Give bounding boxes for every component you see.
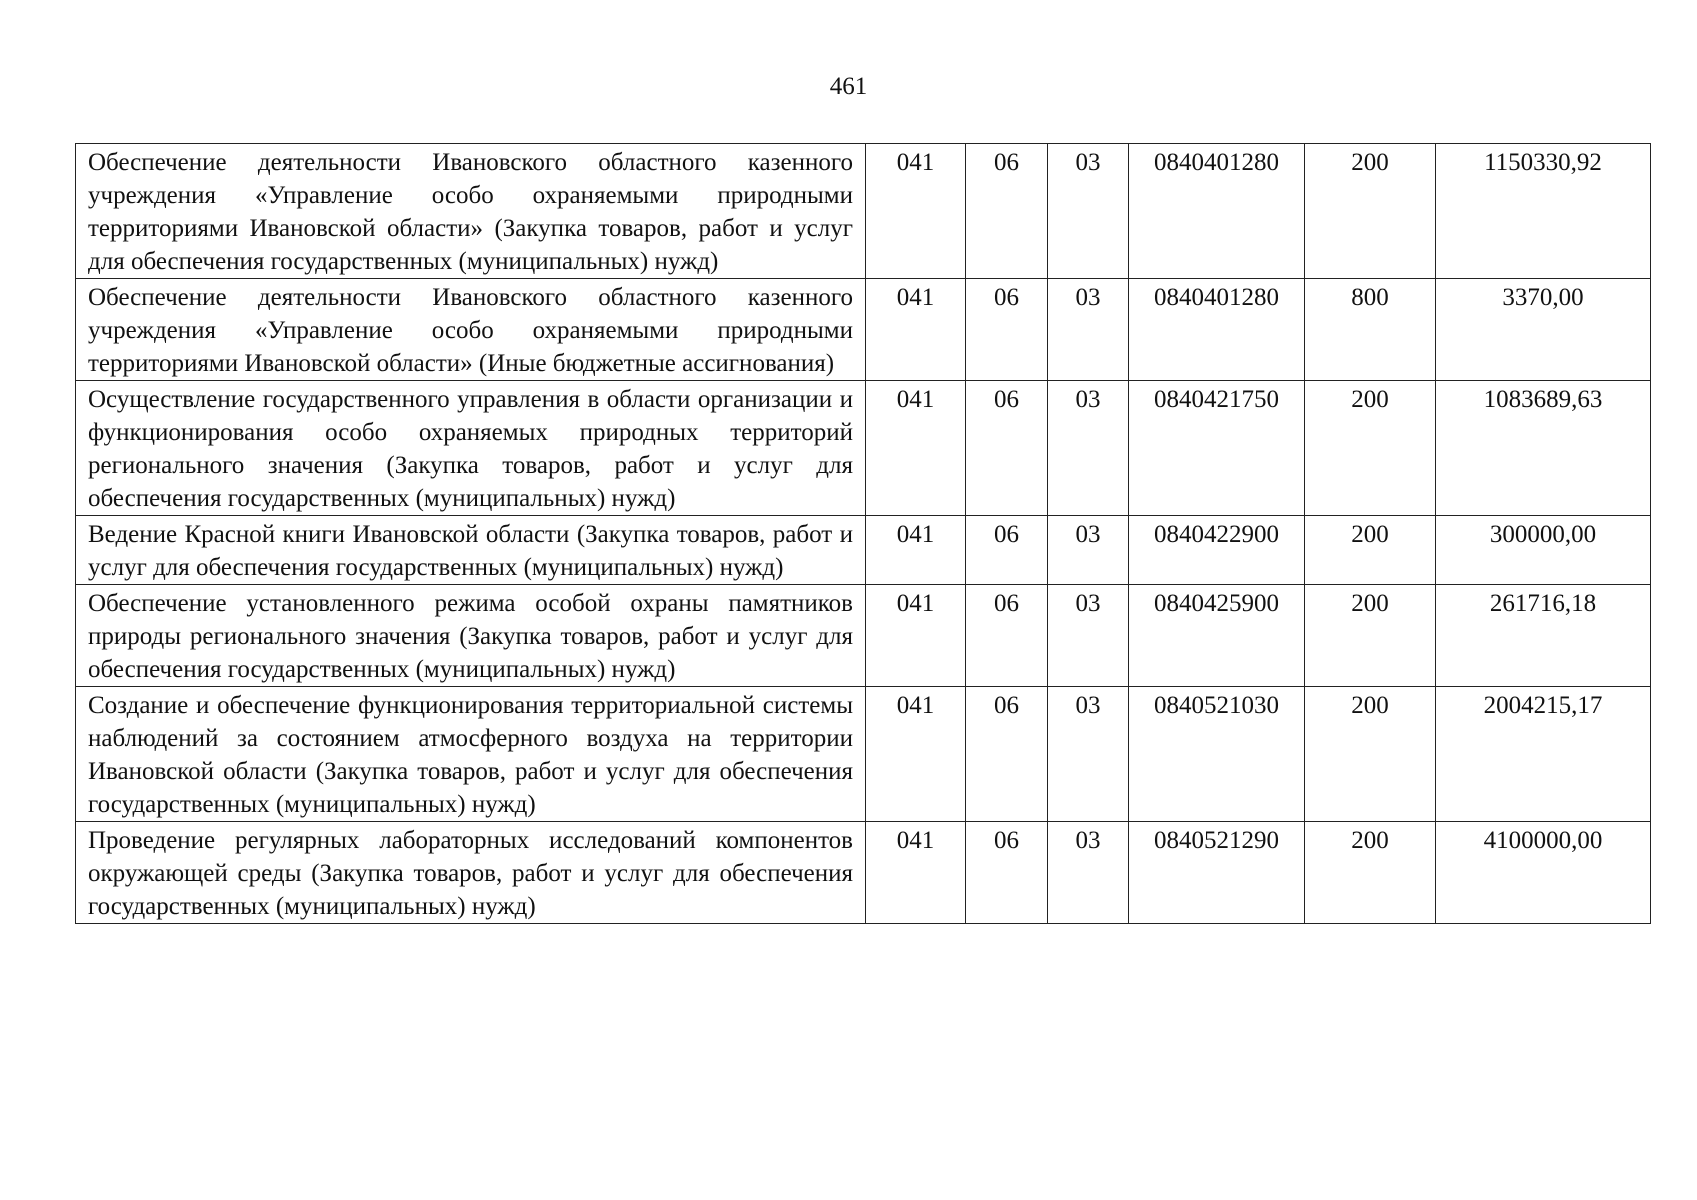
amount: 261716,18	[1436, 585, 1651, 687]
subsection-code: 03	[1048, 381, 1129, 516]
row-description: Обеспечение деятельности Ивановского областного казенного учреждения «Управление особо охраняемыми природными территориями Ивановской области» (Закупка товаров, работ и услуг для обеспечения государственных (муниципальных) нужд)	[76, 144, 866, 279]
ministry-code: 041	[866, 144, 966, 279]
ministry-code: 041	[866, 822, 966, 924]
amount: 300000,00	[1436, 516, 1651, 585]
expense-type-code: 200	[1305, 822, 1436, 924]
expense-type-code: 200	[1305, 381, 1436, 516]
subsection-code: 03	[1048, 585, 1129, 687]
ministry-code: 041	[866, 279, 966, 381]
table-row	[76, 822, 1651, 924]
ministry-code: 041	[866, 585, 966, 687]
target-article-code: 0840421750	[1129, 381, 1305, 516]
section-code: 06	[966, 144, 1048, 279]
amount: 1083689,63	[1436, 381, 1651, 516]
table-row	[76, 585, 1651, 687]
section-code: 06	[966, 585, 1048, 687]
target-article-code: 0840521030	[1129, 687, 1305, 822]
row-description: Обеспечение установленного режима особой охраны памятников природы регионального значения (Закупка товаров, работ и услуг для обеспечения государственных (муниципальных) нужд)	[76, 585, 866, 687]
expense-type-code: 200	[1305, 585, 1436, 687]
table-row	[76, 381, 1651, 516]
page-number: 461	[829, 73, 868, 100]
amount: 3370,00	[1436, 279, 1651, 381]
target-article-code: 0840401280	[1129, 279, 1305, 381]
amount: 4100000,00	[1436, 822, 1651, 924]
row-description: Обеспечение деятельности Ивановского областного казенного учреждения «Управление особо охраняемыми природными территориями Ивановской области» (Иные бюджетные ассигнования)	[76, 279, 866, 381]
target-article-code: 0840521290	[1129, 822, 1305, 924]
table-row	[76, 144, 1651, 279]
row-description: Проведение регулярных лабораторных исследований компонентов окружающей среды (Закупка товаров, работ и услуг для обеспечения государственных (муниципальных) нужд)	[76, 822, 866, 924]
subsection-code: 03	[1048, 144, 1129, 279]
subsection-code: 03	[1048, 687, 1129, 822]
row-description: Создание и обеспечение функционирования территориальной системы наблюдений за состоянием атмосферного воздуха на территории Ивановской области (Закупка товаров, работ и услуг для обеспечения государственных (муниципальных) нужд)	[76, 687, 866, 822]
section-code: 06	[966, 381, 1048, 516]
table-row	[76, 687, 1651, 822]
ministry-code: 041	[866, 381, 966, 516]
table-row	[76, 279, 1651, 381]
ministry-code: 041	[866, 687, 966, 822]
subsection-code: 03	[1048, 516, 1129, 585]
target-article-code: 0840401280	[1129, 144, 1305, 279]
row-description: Осуществление государственного управления в области организации и функционирования особо охраняемых природных территорий регионального значения (Закупка товаров, работ и услуг для обеспечения государственных (муниципальных) нужд)	[76, 381, 866, 516]
subsection-code: 03	[1048, 279, 1129, 381]
amount: 2004215,17	[1436, 687, 1651, 822]
ministry-code: 041	[866, 516, 966, 585]
target-article-code: 0840422900	[1129, 516, 1305, 585]
table-row	[76, 516, 1651, 585]
target-article-code: 0840425900	[1129, 585, 1305, 687]
section-code: 06	[966, 279, 1048, 381]
expense-type-code: 200	[1305, 144, 1436, 279]
section-code: 06	[966, 687, 1048, 822]
expense-type-code: 200	[1305, 516, 1436, 585]
row-description: Ведение Красной книги Ивановской области (Закупка товаров, работ и услуг для обеспечения государственных (муниципальных) нужд)	[76, 516, 866, 585]
section-code: 06	[966, 516, 1048, 585]
expense-type-code: 200	[1305, 687, 1436, 822]
budget-table	[75, 143, 1651, 924]
subsection-code: 03	[1048, 822, 1129, 924]
expense-type-code: 800	[1305, 279, 1436, 381]
amount: 1150330,92	[1436, 144, 1651, 279]
section-code: 06	[966, 822, 1048, 924]
